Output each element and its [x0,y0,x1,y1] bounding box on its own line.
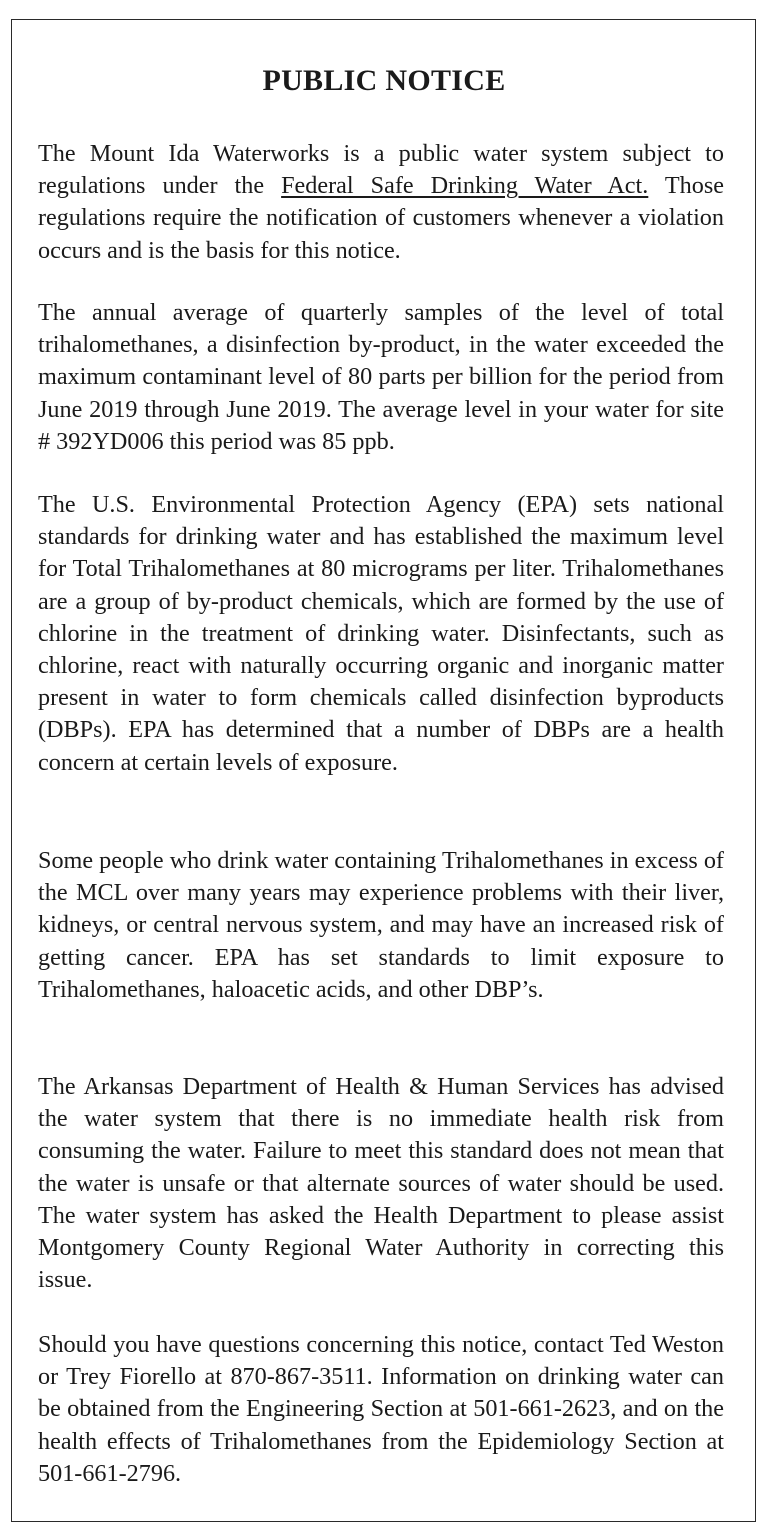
paragraph-epa-standards: The U.S. Environmental Protection Agency (EPA) sets national standards for drinking water and has established the maximum level for Total Trihalomethanes at 80 micrograms per liter. Trihalomethanes are a group of by-product chemicals, which are formed by the use of chlorine in the treatment of drinking water. Disinfectants, such as chlorine, react with naturally occurring organic and inorganic matter present in water to form chemicals called disinfection byproducts (DBPs). EPA has determined that a number of DBPs are a health concern at certain levels of exposure. [38,491,724,776]
safe-drinking-water-act-reference: Federal Safe Drinking Water Act. [281,172,649,200]
paragraph-regulations-text-start: The Mount Ida Waterworks is a public water system subject to regulations under the [38,140,724,200]
notice-title: PUBLIC NOTICE [262,64,506,97]
paragraph-regulations [38,138,724,267]
paragraph-health-effects: Some people who drink water containing Trihalomethanes in excess of the MCL over many years may experience problems with their liver, kidneys, or central nervous system, and may have an increased risk of getting cancer. EPA has set standards to limit exposure to Trihalomethanes, haloacetic acids, and other DBP’s. [38,847,724,1003]
paragraph-regulations-text-end: Those regulations require the notification of customers whenever a violation occurs and is the basis for this notice. [38,172,724,264]
paragraph-contact-information: Should you have questions concerning this notice, contact Ted Weston or Trey Fiorello at 870-867-3511. Information on drinking water can be obtained from the Engineering Section at 501-661-2623, and on the health effects of Trihalomethanes from the Epidemiology Section at 501-661-2796. [38,1331,724,1487]
paragraph-health-department-advice: The Arkansas Department of Health & Human Services has advised the water system that there is no immediate health risk from consuming the water. Failure to meet this standard does not mean that the water is unsafe or that alternate sources of water should be used. The water system has asked the Health Department to please assist Montgomery County Regional Water Authority in correcting this issue. [38,1073,724,1294]
paragraph-violation-details: The annual average of quarterly samples of the level of total trihalomethanes, a disinfection by-product, in the water exceeded the maximum contaminant level of 80 parts per billion for the period from June 2019 through June 2019. The average level in your water for site # 392YD006 this period was 85 ppb. [38,299,724,455]
